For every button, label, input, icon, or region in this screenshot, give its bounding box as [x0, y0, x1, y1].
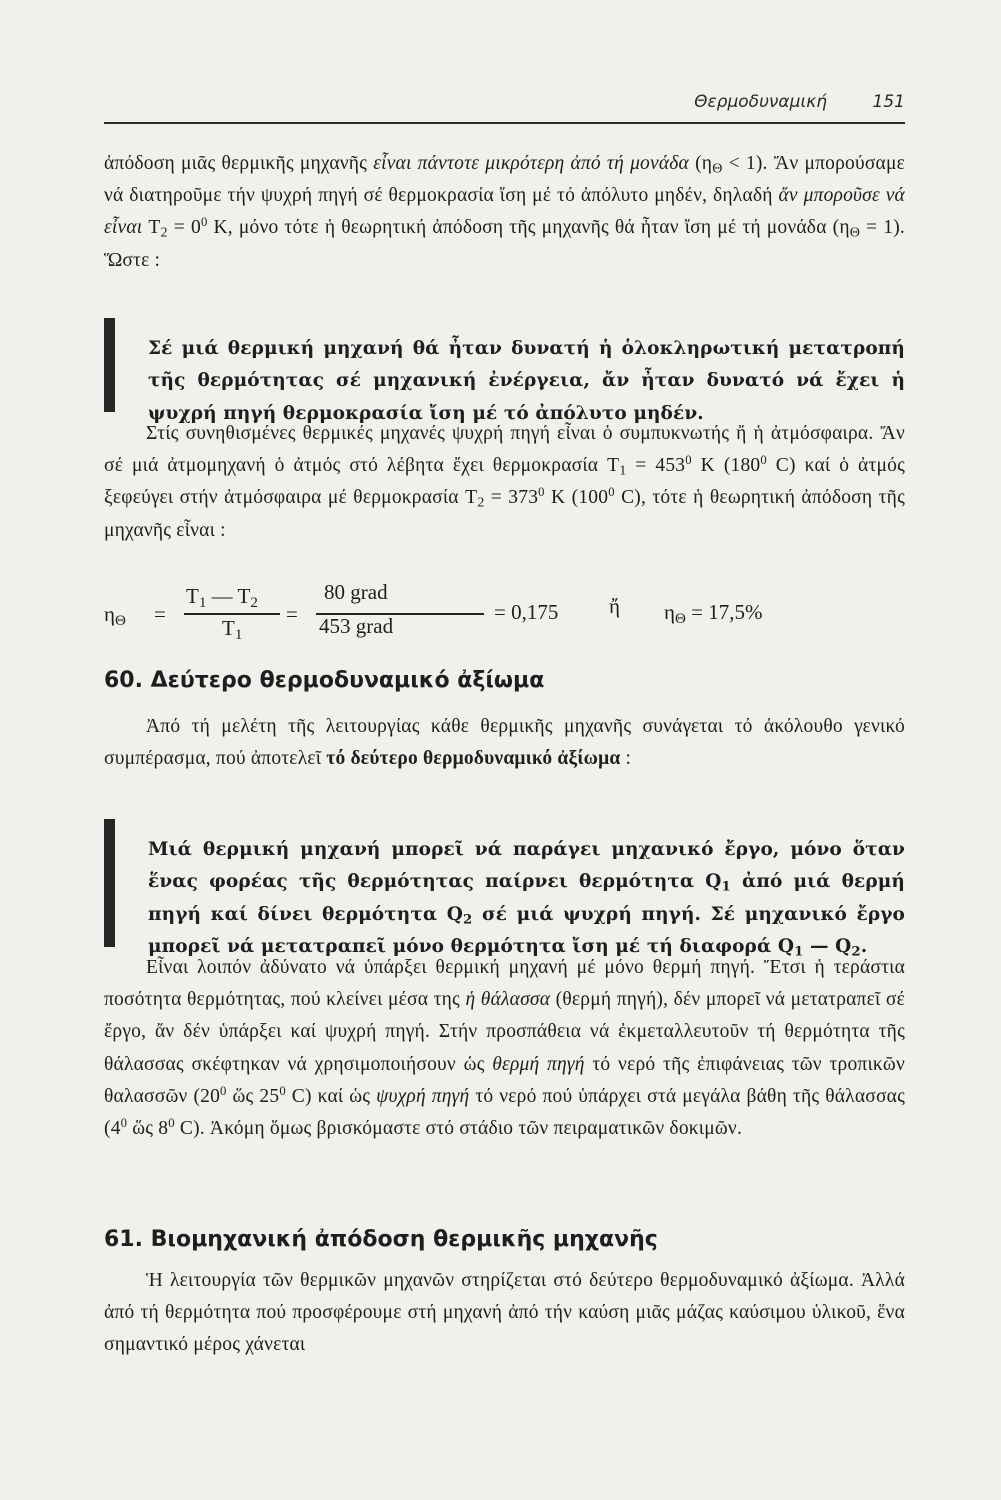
- formula-lhs: $\eta_\Theta$: [104, 602, 126, 629]
- paragraph-3: Ἀπό τή μελέτη τῆς λειτουργίας κάθε θερμικῆς μηχανῆς συνάγεται τό ἀκόλουθο γενικό συμπέρασμα, πού ἀποτελεῖ τό δεύτερο θερμοδυναμικό ἀξίωμα :: [104, 716, 905, 770]
- formula-num2: 80 grad: [324, 580, 388, 604]
- highlight-bar: [104, 819, 115, 947]
- paragraph-4: Εἶναι λοιπόν ἀδύνατο νά ὑπάρξει θερμική μηχανή μέ μόνο θερμή πηγή. Ἔτσι ἡ τεράστια ποσότητα θερμότητας, πού κλείνει μέσα της ἡ θάλασσα (θερμή πηγή), δέν μπορεῖ νά μετατραπεῖ σέ ἔργο, ἄν δέν ὑπάρξει καί ψυχρή πηγή. Στήν προσπάθεια νά ἐκμεταλλευτοῦν τή θερμότητα τῆς θάλασσας σκέφτηκαν νά χρησιμοποιήσουν ὡς θερμή πηγή τό νερό τῆς ἐπιφάνειας τῶν τροπικῶν θαλασσῶν ($20^0$ ὥς $25^0$ C) καί ὡς ψυχρή πηγή τό νερό πού ὑπάρχει στά μεγάλα βάθη τῆς θάλασσας ($4^0$ ὥς $8^0$ C). Ἀκόμη ὅμως βρισκόμαστε στό στάδιο τῶν πειραματικῶν δοκιμῶν.: [104, 957, 906, 1140]
- formula-den1: $T_1$: [222, 616, 243, 643]
- section-61-heading: 61. Βιομηχανική ἀπόδοση θερμικῆς μηχανῆς: [104, 1227, 658, 1252]
- formula-rhs: $\eta_\Theta = 17,5\%$: [664, 600, 763, 627]
- formula-num1: $T_1$ — $T_2$: [186, 584, 258, 611]
- formula-or: ἤ: [609, 594, 620, 618]
- paragraph-2: Στίς συνηθισμένες θερμικές μηχανές ψυχρή πηγή εἶναι ὁ συμπυκνωτής ἤ ἡ ἀτμόσφαιρα. Ἄν σέ μιά ἀτμομηχανή ὁ ἀτμός στό λέβητα ἔχει θερμοκρασία $T_1 = 453^0$ K ($180^0$ C) καί ὁ ἀτμός ξεφεύγει στήν ἀτμόσφαιρα μέ θερμοκρασία $T_2 = 373^0$ K ($100^0$ C), τότε ἡ θεωρητική ἀπόδοση τῆς μηχανῆς εἶναι :: [104, 423, 906, 541]
- header-rule: [104, 122, 905, 124]
- efficiency-formula: [104, 580, 905, 646]
- section-60-heading: 60. Δεύτερο θερμοδυναμικό ἀξίωμα: [104, 668, 545, 693]
- fraction-bar-1: [184, 613, 280, 615]
- page-number: 151: [872, 92, 905, 112]
- running-title: Θερμοδυναμική: [694, 92, 827, 112]
- running-header: [104, 86, 905, 116]
- formula-eq3: = 0,175: [494, 600, 559, 624]
- box-1-text: Σέ μιά θερμική μηχανή θά ἦταν δυνατή ἡ ὁλοκληρωτική μετατροπή τῆς θερμότητας σέ μηχανική ἐνέργεια, ἄν ἦταν δυνατό νά ἔχει ἡ ψυχρή πηγή θερμοκρασία ἴση μέ τό ἀπόλυτο μηδέν.: [148, 337, 905, 424]
- paragraph-5: Ἡ λειτουργία τῶν θερμικῶν μηχανῶν στηρίζεται στό δεύτερο θερμοδυναμικό ἀξίωμα. Ἀλλά ἀπό τή θερμότητα πού προσφέρουμε στή μηχανή ἀπό τήν καύση μιᾶς μάζας καύσιμου ὑλικοῦ, ἕνα σημαντικό μέρος χάνεται: [104, 1270, 905, 1356]
- paragraph-1: ἀπόδοση μιᾶς θερμικῆς μηχανῆς εἶναι πάντοτε μικρότερη ἀπό τή μονάδα $(\eta_\Theta < 1)$. Ἄν μπορούσαμε νά διατηροῦμε τήν ψυχρή πηγή σέ θερμοκρασία ἴση μέ τό ἀπόλυτο μηδέν, δηλαδή ἄν μποροῦσε νά εἶναι $T_2 = 0^0$ K, μόνο τότε ἡ θεωρητική ἀπόδοση τῆς μηχανῆς θά ἦταν ἴση μέ τή μονάδα $(\eta_\Theta = 1)$. Ὥστε :: [104, 153, 905, 271]
- formula-den2: 453 grad: [319, 614, 394, 638]
- highlight-bar: [104, 318, 115, 412]
- formula-eq2: =: [286, 602, 298, 626]
- formula-eq1: =: [154, 602, 166, 626]
- box-2-text: Μιά θερμική μηχανή μπορεῖ νά παράγει μηχανικό ἔργο, μόνο ὅταν ἕνας φορέας τῆς θερμότητας παίρνει θερμότητα $Q_1$ ἀπό μιά θερμή πηγή καί δίνει θερμότητα $Q_2$ σέ μιά ψυχρή πηγή. Σέ μηχανικό ἔργο μπορεῖ νά μετατραπεῖ μόνο θερμότητα ἴση μέ τή διαφορά $Q_1$ — $Q_2$.: [148, 838, 905, 960]
